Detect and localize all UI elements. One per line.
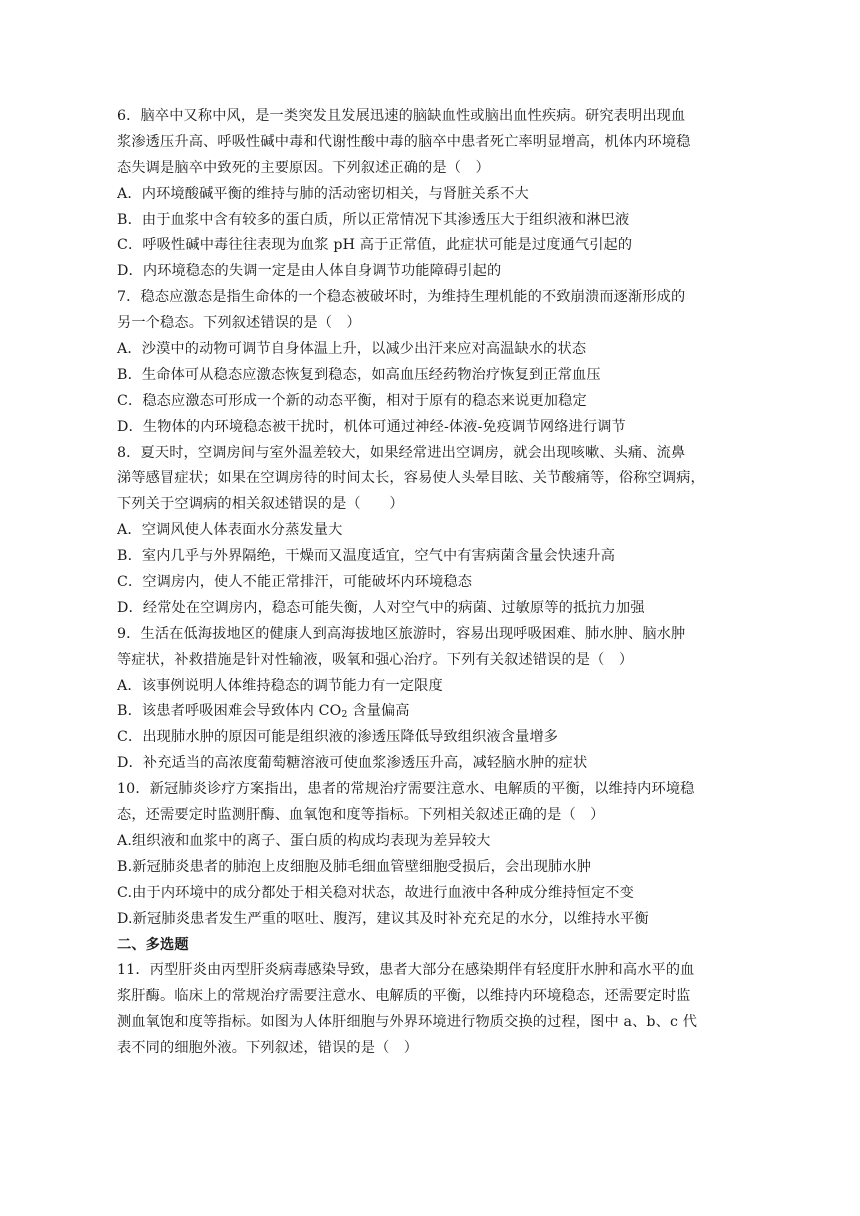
question-8-option-a: A．空调风使人体表面水分蒸发量大 bbox=[117, 522, 343, 539]
question-9-option-b bbox=[117, 699, 733, 725]
section-heading-multiple-choice: 二、多选题 bbox=[117, 936, 189, 953]
question-11-stem-line-2: 浆肝酶。临床上的常规治疗需要注意水、电解质的平衡，以维持内环境稳态，还需要定时监 bbox=[117, 988, 691, 1005]
question-11-stem-line-3: 测血氧饱和度等指标。如图为人体肝细胞与外界环境进行物质交换的过程，图中 a、b、c 代 bbox=[117, 1014, 698, 1031]
question-9-stem-line-2: 等症状，补救措施是针对性输液，吸氧和强心治疗。下列有关叙述错误的是（ ） bbox=[117, 651, 634, 668]
question-10-option-c: C.由于内环境中的成分都处于相关稳对状态，故进行血液中各种成分维持恒定不变 bbox=[117, 884, 634, 901]
question-7 bbox=[117, 285, 733, 440]
question-11 bbox=[117, 958, 733, 1062]
question-7-stem-line-2: 另一个稳态。下列叙述错误的是（ ） bbox=[117, 315, 361, 332]
question-6-stem-line-3: 态失调是脑卒中致死的主要原因。下列叙述正确的是（ ） bbox=[117, 159, 490, 176]
question-8 bbox=[117, 441, 733, 622]
question-8-option-d: D．经常处在空调房内，稳态可能失衡，人对空气中的病菌、过敏原等的抵抗力加强 bbox=[117, 599, 645, 616]
question-8-option-c: C．空调房内，使人不能正常排汗，可能破坏内环境稳态 bbox=[117, 574, 473, 591]
question-6-option-c: C．呼吸性碱中毒往往表现为血浆 pH 高于正常值，此症状可能是过度通气引起的 bbox=[117, 237, 633, 254]
question-9-option-b-text-end: 含量偏高 bbox=[347, 703, 410, 720]
question-9-option-a: A．该事例说明人体维持稳态的调节能力有一定限度 bbox=[117, 677, 443, 694]
document-page bbox=[117, 104, 733, 1062]
question-6-option-b: B．由于血浆中含有较多的蛋白质，所以正常情况下其渗透压大于组织液和淋巴液 bbox=[117, 211, 630, 228]
question-9-stem-line-1: 9．生活在低海拔地区的健康人到高海拔地区旅游时，容易出现呼吸困难、肺水肿、脑水肿 bbox=[117, 625, 686, 642]
question-9-option-d: D．补充适当的高浓度葡萄糖溶液可使血浆渗透压升高，减轻脑水肿的症状 bbox=[117, 755, 588, 772]
question-8-option-b: B．室内几乎与外界隔绝，干燥而又温度适宜，空气中有害病菌含量会快速升高 bbox=[117, 548, 616, 565]
question-8-stem-line-1: 8．夏天时，空调房间与室外温差较大，如果经常进出空调房，就会出现咳嗽、头痛、流鼻 bbox=[117, 444, 686, 461]
question-11-stem-line-1: 11．丙型肝炎由丙型肝炎病毒感染导致，患者大部分在感染期伴有轻度肝水肿和高水平的血 bbox=[117, 962, 695, 979]
question-7-option-b: B．生命体可从稳态应激态恢复到稳态，如高血压经药物治疗恢复到正常血压 bbox=[117, 366, 601, 383]
question-7-option-c: C．稳态应激态可形成一个新的动态平衡，相对于原有的稳态来说更加稳定 bbox=[117, 392, 587, 409]
co2-subscript: 2 bbox=[341, 709, 348, 721]
question-10-option-b: B.新冠肺炎患者的肺泡上皮细胞及肺毛细血管壁细胞受损后，会出现肺水肿 bbox=[117, 858, 592, 875]
question-7-stem-line-1: 7．稳态应激态是指生命体的一个稳态被破坏时，为维持生理机能的不致崩溃而逐渐形成的 bbox=[117, 289, 686, 306]
question-6-stem-line-1: 6．脑卒中又称中风，是一类突发且发展迅速的脑缺血性或脑出血性疾病。研究表明出现血 bbox=[117, 108, 686, 124]
question-10-option-a: A.组织液和血浆中的离子、蛋白质的构成均表现为差异较大 bbox=[117, 832, 491, 849]
question-6-stem-line-2: 浆渗透压升高、呼吸性碱中毒和代谢性酸中毒的脑卒中患者死亡率明显增高，机体内环境稳 bbox=[117, 133, 691, 150]
question-6-option-a: A．内环境酸碱平衡的维持与肺的活动密切相关，与肾脏关系不大 bbox=[117, 185, 529, 202]
question-6-option-d: D．内环境稳态的失调一定是由人体自身调节功能障碍引起的 bbox=[117, 263, 502, 280]
question-6 bbox=[117, 104, 733, 285]
question-7-option-d: D．生物体的内环境稳态被干扰时，机体可通过神经-体液-免疫调节网络进行调节 bbox=[117, 418, 626, 435]
question-10-stem-line-1: 10．新冠肺炎诊疗方案指出，患者的常规治疗需要注意水、电解质的平衡，以维持内环境稳 bbox=[117, 781, 695, 798]
question-10-option-d: D.新冠肺炎患者发生严重的呕吐、腹泻，建议其及时补充充足的水分，以维持水平衡 bbox=[117, 910, 649, 927]
question-10 bbox=[117, 777, 733, 932]
question-8-stem-line-2: 涕等感冒症状；如果在空调房待的时间太长，容易使人头晕目眩、关节酸痛等，俗称空调病， bbox=[117, 470, 705, 487]
question-7-option-a: A．沙漠中的动物可调节自身体温上升，以减少出汗来应对高温缺水的状态 bbox=[117, 341, 587, 358]
question-9-option-b-text: B．该患者呼吸困难会导致体内 CO bbox=[117, 703, 342, 720]
question-9-option-c: C．出现肺水肿的原因可能是组织液的渗透压降低导致组织液含量增多 bbox=[117, 729, 559, 746]
question-8-stem-line-3: 下列关于空调病的相关叙述错误的是（ ） bbox=[117, 496, 404, 513]
question-9 bbox=[117, 622, 733, 777]
question-11-stem-line-4: 表不同的细胞外液。下列叙述，错误的是（ ） bbox=[117, 1040, 419, 1057]
question-10-stem-line-2: 态，还需要定时监测肝酶、血氧饱和度等指标。下列相关叙述正确的是（ ） bbox=[117, 807, 605, 824]
